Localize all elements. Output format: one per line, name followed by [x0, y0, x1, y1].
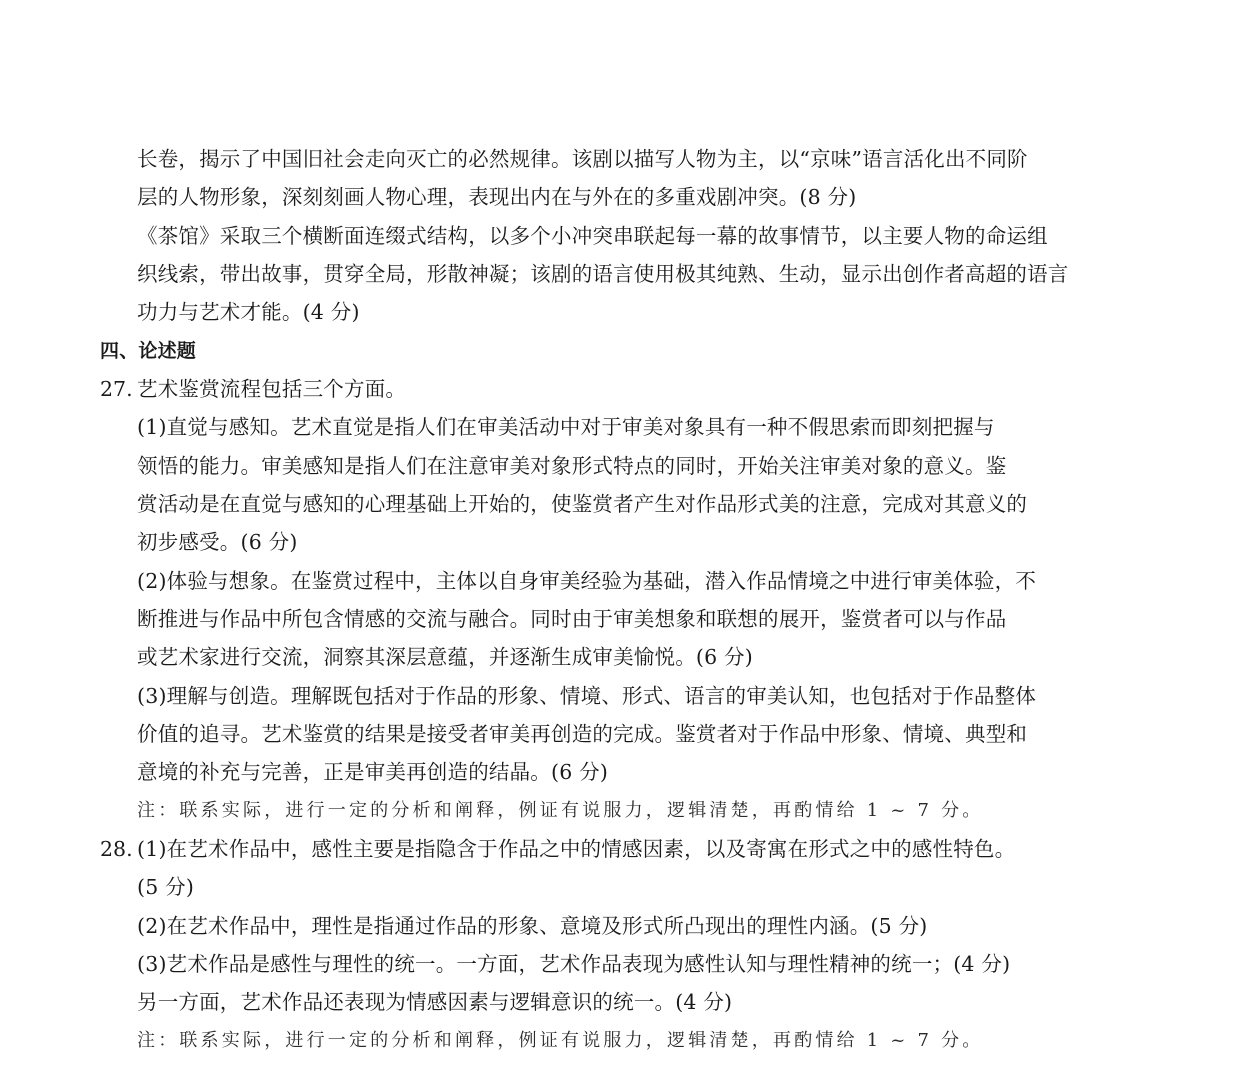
- q27-line-4: 初步感受。(6 分): [137, 530, 298, 554]
- prev-answer-line-1: 长卷，揭示了中国旧社会走向灭亡的必然规律。该剧以描写人物为主，以“京味”语言活化出不同阶: [137, 147, 1028, 171]
- q28-note: 注：联系实际，进行一定的分析和阐释，例证有说服力，逻辑清楚，再酌情给 1 ~ 7 分。: [137, 1030, 984, 1051]
- section-heading-essay: 四、论述题: [100, 340, 197, 362]
- q27-line-5: (2)体验与想象。在鉴赏过程中，主体以自身审美经验为基础，潜入作品情境之中进行审美体验，不: [137, 569, 1037, 593]
- prev-answer-line-3: 《茶馆》采取三个横断面连缀式结构，以多个小冲突串联起每一幕的故事情节，以主要人物的命运组: [137, 224, 1048, 248]
- q27-note: 注：联系实际，进行一定的分析和阐释，例证有说服力，逻辑清楚，再酌情给 1 ~ 7 分。: [137, 800, 984, 821]
- prev-answer-line-2: 层的人物形象，深刻刻画人物心理，表现出内在与外在的多重戏剧冲突。(8 分): [137, 185, 857, 209]
- question-27-intro: 艺术鉴赏流程包括三个方面。: [137, 377, 407, 401]
- prev-answer-line-5: 功力与艺术才能。(4 分): [137, 300, 360, 324]
- q27-line-10: 意境的补充与完善，正是审美再创造的结晶。(6 分): [137, 760, 609, 784]
- q27-line-1: (1)直觉与感知。艺术直觉是指人们在审美活动中对于审美对象具有一种不假思索而即刻把握与: [137, 415, 995, 439]
- prev-answer-line-4: 织线索，带出故事，贯穿全局，形散神凝；该剧的语言使用极其纯熟、生动，显示出创作者高超的语言: [137, 262, 1069, 286]
- q28-line-2: (5 分): [137, 875, 195, 899]
- q27-line-2: 领悟的能力。审美感知是指人们在注意审美对象形式特点的同时，开始关注审美对象的意义。鉴: [137, 454, 1007, 478]
- q27-line-9: 价值的追寻。艺术鉴赏的结果是接受者审美再创造的完成。鉴赏者对于作品中形象、情境、典型和: [137, 722, 1028, 746]
- q27-line-8: (3)理解与创造。理解既包括对于作品的形象、情境、形式、语言的审美认知，也包括对于作品整体: [137, 684, 1037, 708]
- q27-line-6: 断推进与作品中所包含情感的交流与融合。同时由于审美想象和联想的展开，鉴赏者可以与作品: [137, 607, 1007, 631]
- q28-line-4: (3)艺术作品是感性与理性的统一。一方面，艺术作品表现为感性认知与理性精神的统一；(4 分): [137, 952, 1011, 976]
- q28-line-3: (2)在艺术作品中，理性是指通过作品的形象、意境及形式所凸现出的理性内涵。(5 分): [137, 914, 928, 938]
- q27-line-3: 赏活动是在直觉与感知的心理基础上开始的，使鉴赏者产生对作品形式美的注意，完成对其意义的: [137, 492, 1028, 516]
- question-28-number: 28.: [100, 837, 133, 861]
- q27-line-7: 或艺术家进行交流，洞察其深层意蕴，并逐渐生成审美愉悦。(6 分): [137, 645, 753, 669]
- question-27-number: 27.: [100, 377, 133, 401]
- q28-line-5: 另一方面，艺术作品还表现为情感因素与逻辑意识的统一。(4 分): [137, 990, 733, 1014]
- q28-line-1: (1)在艺术作品中，感性主要是指隐含于作品之中的情感因素，以及寄寓在形式之中的感性特色。: [137, 837, 1016, 861]
